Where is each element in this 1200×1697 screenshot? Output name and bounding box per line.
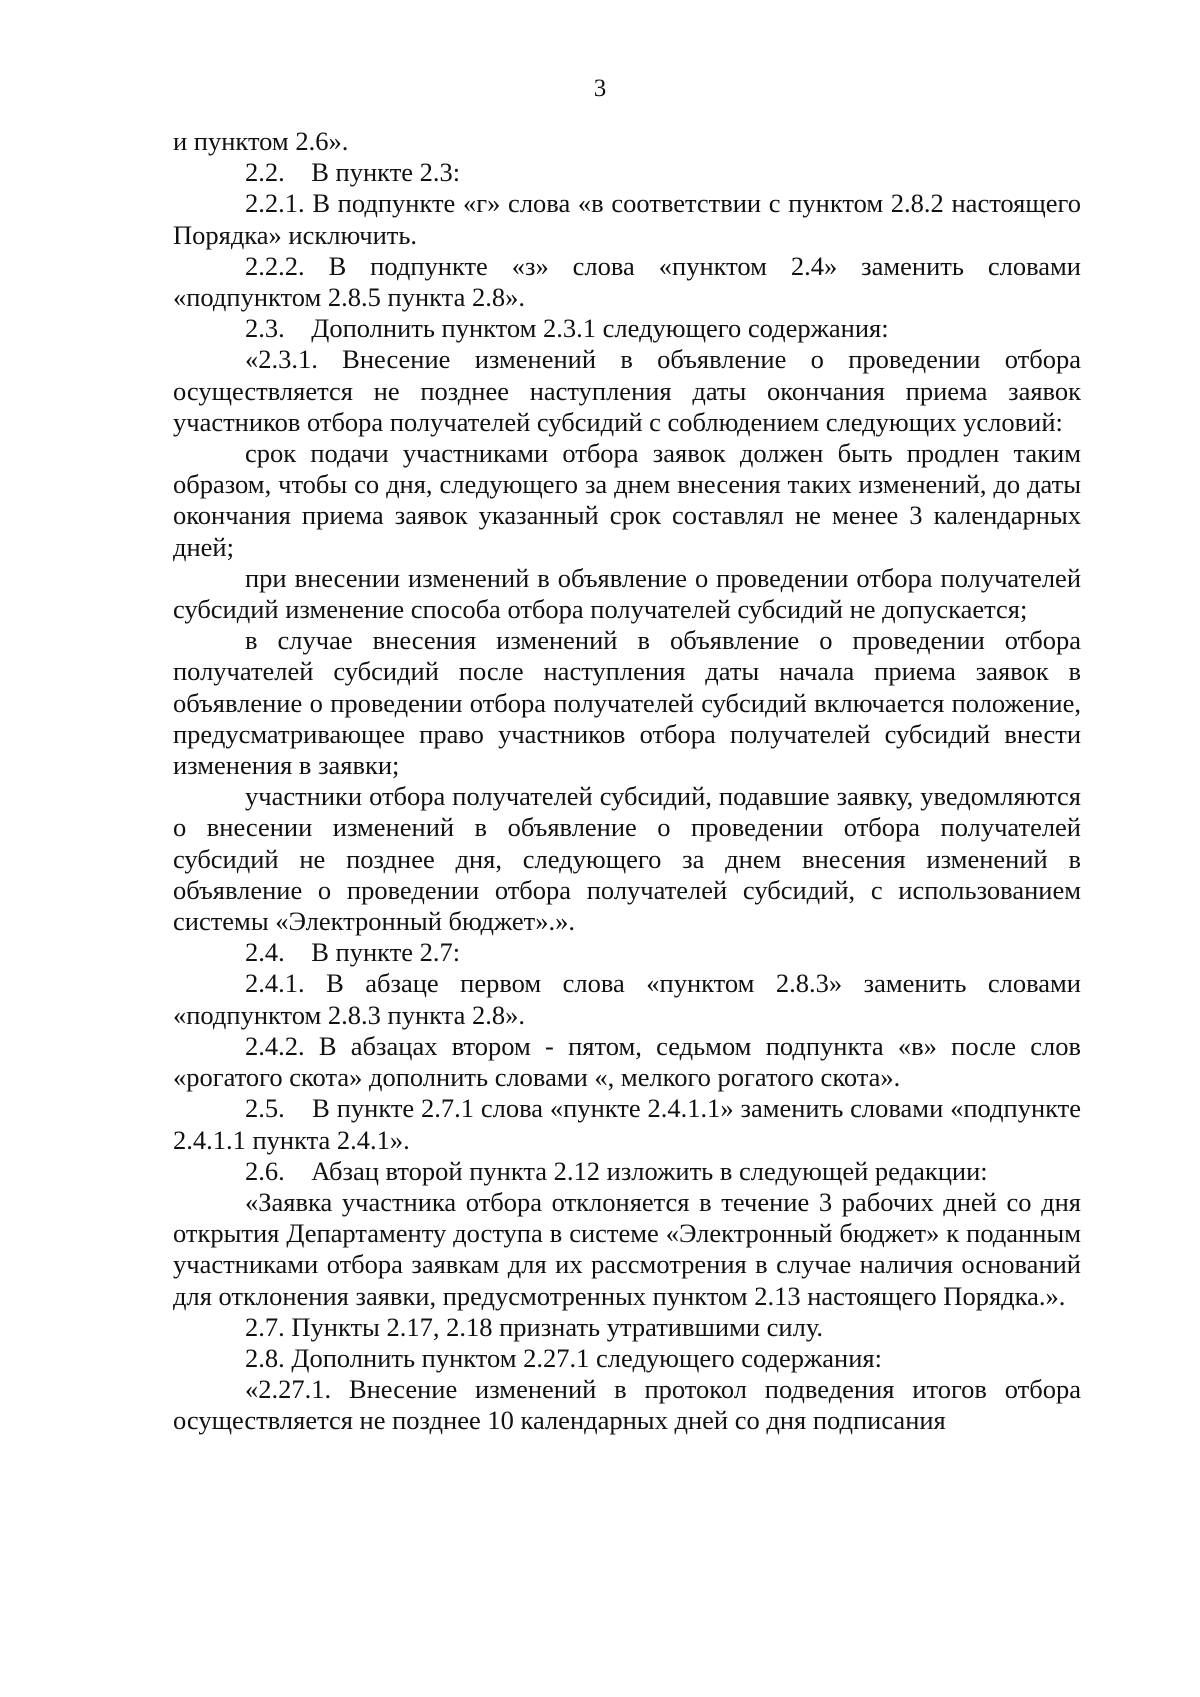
paragraph: при внесении изменений в объявление о проведении отбора получателей субсидий изменение способа отбора получателей субсидий не допускается; [173,562,1081,625]
paragraph: 2.2.2. В подпункте «з» слова «пунктом 2.4» заменить словами «подпунктом 2.8.5 пункта 2.8». [173,250,1081,313]
paragraph: 2.7. Пункты 2.17, 2.18 признать утратившими силу. [245,1311,824,1342]
paragraph: 2.2.1. В подпункте «г» слова «в соответствии с пунктом 2.8.2 настоящего Порядка» исключить. [173,188,1081,250]
paragraph: 2.8. Дополнить пунктом 2.27.1 следующего содержания: [245,1342,882,1373]
paragraph: срок подачи участниками отбора заявок должен быть продлен таким образом, чтобы со дня, следующего за днем внесения таких изменений, до даты окончания приема заявок указанный срок составлял не менее 3 календарных дней; [173,438,1081,562]
paragraph: 2.4.1. В абзаце первом слова «пунктом 2.8.3» заменить словами «подпунктом 2.8.3 пункта 2.8». [173,968,1081,1030]
paragraph: 2.5. В пункте 2.7.1 слова «пункте 2.4.1.1» заменить словами «подпункте 2.4.1.1 пункта 2.4.1». [173,1093,1081,1155]
paragraph: «2.27.1. Внесение изменений в протокол подведения итогов отбора осуществляется не позднее 10 календарных дней со дня подписания [173,1374,1081,1436]
paragraph: 2.3. Дополнить пунктом 2.3.1 следующего содержания: [245,313,889,344]
paragraph: и пунктом 2.6». [173,126,349,156]
paragraph: в случае внесения изменений в объявление о проведении отбора получателей субсидий после наступления даты начала приема заявок в объявление о проведении отбора получателей субсидий включается положение, предусматривающее право участников отбора получателей субсидий внести изменения в заявки; [173,625,1081,781]
paragraph: «Заявка участника отбора отклоняется в течение 3 рабочих дней со дня открытия Департаменту доступа в системе «Электронный бюджет» к поданным участниками отбора заявкам для их рассмотрения в случае наличия оснований для отклонения заявки, предусмотренных пунктом 2.13 настоящего Порядка.». [173,1186,1081,1311]
page-number: 3 [593,75,607,102]
document-body [173,126,1081,1437]
paragraph: 2.4. В пункте 2.7: [245,937,461,968]
paragraph: 2.6. Абзац второй пункта 2.12 изложить в следующей редакции: [245,1155,988,1186]
paragraph: «2.3.1. Внесение изменений в объявление о проведении отбора осуществляется не позднее наступления даты окончания приема заявок участников отбора получателей субсидий с соблюдением следующих условий: [173,344,1081,437]
paragraph: 2.2. В пункте 2.3: [245,157,461,188]
paragraph: участники отбора получателей субсидий, подавшие заявку, уведомляются о внесении изменений в объявление о проведении отбора получателей субсидий не позднее дня, следующего за днем внесения изменений в объявление о проведении отбора получателей субсидий, с использованием системы «Электронный бюджет».». [173,781,1081,937]
paragraph: 2.4.2. В абзацах втором - пятом, седьмом подпункта «в» после слов «рогатого скота» дополнить словами «, мелкого рогатого скота». [173,1030,1081,1093]
